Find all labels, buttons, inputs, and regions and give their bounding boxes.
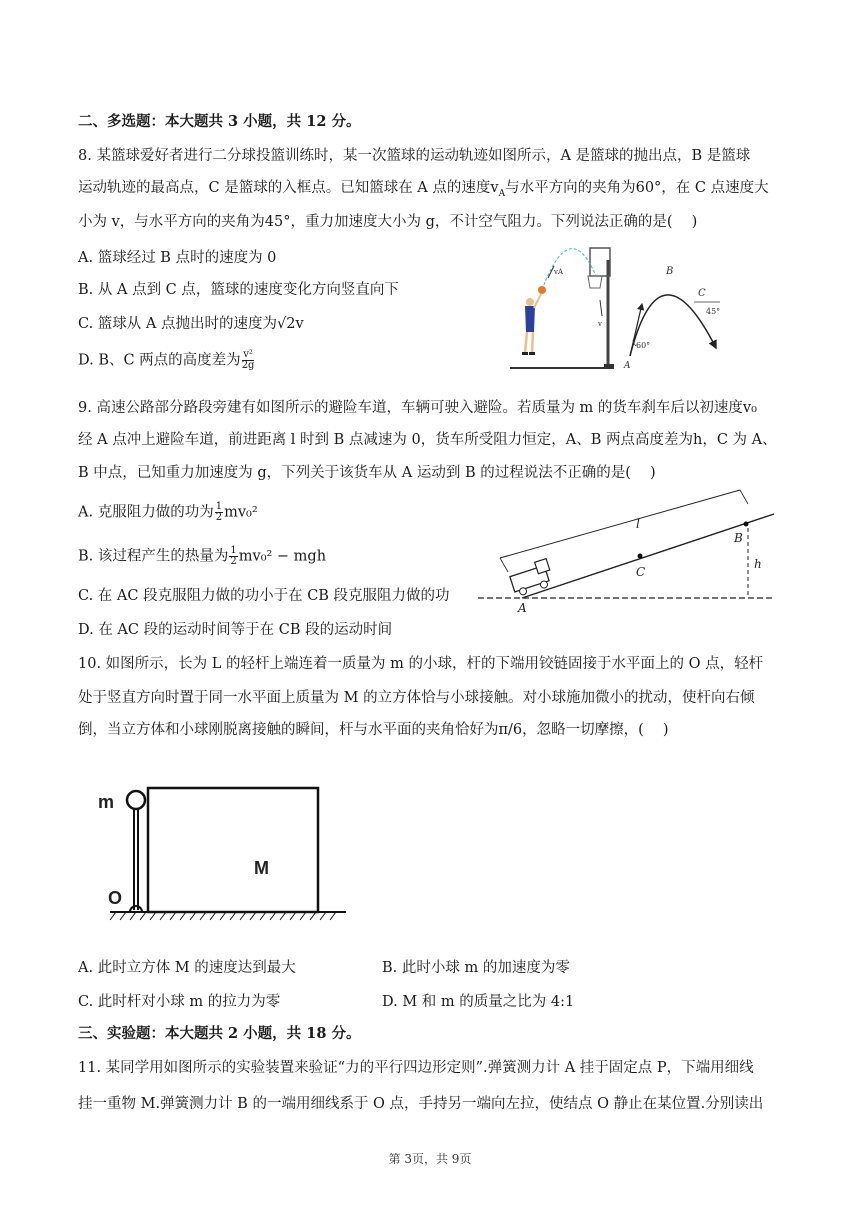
svg-text:O: O <box>108 888 123 908</box>
q10-option-a: A. 此时立方体 M 的速度达到最大 <box>78 960 296 976</box>
svg-text:A: A <box>518 601 527 615</box>
q9-line-3: B 中点，已知重力加速度为 g，下列关于该货车从 A 运动到 B 的过程说法不正确的是( ) <box>78 465 656 481</box>
q8-line-3: 小为 v，与水平方向的夹角为45°，重力加速度大小为 g，不计空气阻力。下列说法正确的是( ) <box>78 214 698 230</box>
q10-option-d: D. M 和 m 的质量之比为 4:1 <box>382 994 575 1010</box>
svg-text:A: A <box>624 361 631 371</box>
rod-cube-figure <box>96 782 356 922</box>
svg-text:45°: 45° <box>706 307 721 316</box>
q9-line-1: 9. 高速公路部分路段旁建有如图所示的避险车道，车辆可驶入避险。若质量为 m 的货车刹车后以初速度v₀ <box>78 400 757 416</box>
svg-text:C: C <box>698 288 706 299</box>
q10-line-3: 倒，当立方体和小球刚脱离接触的瞬间，杆与水平面的夹角恰好为π/6，忽略一切摩擦，( ) <box>78 722 669 738</box>
svg-text:m: m <box>98 792 115 812</box>
q9-option-c: C. 在 AC 段克服阻力做的功小于在 CB 段克服阻力做的功 <box>78 588 450 604</box>
q9-line-2: 经 A 点冲上避险车道，前进距离 l 时到 B 点减速为 0，货车所受阻力恒定，A、B 两点高度差为h，C 为 A、 <box>78 432 777 448</box>
q8-line-2: 运动轨迹的最高点，C 是篮球的入框点。已知篮球在 A 点的速度$v_A$与水平方向的夹角为60°，在 C 点速度大 <box>78 180 769 199</box>
trajectory-diagram <box>620 258 730 371</box>
q9-option-a: A. 克服阻力做的功为 $\frac{1}{2}$ mv₀² <box>78 501 258 523</box>
q10-option-b: B. 此时小球 m 的加速度为零 <box>382 960 570 976</box>
svg-text:B: B <box>734 531 743 545</box>
q8-option-a: A. 篮球经过 B 点时的速度为 0 <box>78 250 277 266</box>
svg-text:l: l <box>636 517 640 531</box>
svg-text:vA: vA <box>554 268 564 276</box>
svg-text:60°: 60° <box>636 341 651 350</box>
escape-ramp-figure <box>478 484 778 614</box>
svg-text:v: v <box>598 320 602 328</box>
q9-option-b: B. 该过程产生的热量为 $\frac{1}{2}$ mv₀² − mgh <box>78 545 327 567</box>
q10-line-2: 处于竖直方向时置于同一水平面上质量为 M 的立方体恰与小球接触。对小球施加微小的扰动，使杆向右倾 <box>78 690 755 706</box>
q10-option-c: C. 此时杆对小球 m 的拉力为零 <box>78 994 281 1010</box>
page-footer: 第 3页，共 9页 <box>388 1152 472 1166</box>
q8-line-1: 8. 某篮球爱好者进行二分球投篮训练时，某一次篮球的运动轨迹如图所示，A 是篮球的抛出点，B 是篮球 <box>78 148 751 164</box>
q11-line-1: 11. 某同学用如图所示的实验装置来验证“力的平行四边形定则”.弹簧测力计 A 挂于固定点 P，下端用细线 <box>78 1060 754 1076</box>
q9-option-d: D. 在 AC 段的运动时间等于在 CB 段的运动时间 <box>78 622 393 638</box>
svg-text:C: C <box>636 565 646 579</box>
svg-text:M: M <box>254 858 269 878</box>
q11-line-2: 挂一重物 M.弹簧测力计 B 的一端用细线系于 O 点，手持另一端向左拉，使结点 O 静止在某位置.分别读出 <box>78 1096 764 1112</box>
q8-option-c: C. 篮球从 A 点抛出时的速度为√2v <box>78 316 304 332</box>
q8-option-d: D. B、C 两点的高度差为 $\frac{\text{v²}}{2g}$ <box>78 349 255 371</box>
svg-text:h: h <box>754 557 762 571</box>
q8-option-b: B. 从 A 点到 C 点，篮球的速度变化方向竖直向下 <box>78 282 399 298</box>
section-2-header: 二、多选题：本大题共 3 小题，共 12 分。 <box>78 113 361 130</box>
q10-line-1: 10. 如图所示，长为 L 的轻杆上端连着一质量为 m 的小球，杆的下端用铰链固接于水平面上的 O 点，轻杆 <box>78 656 764 672</box>
section-3-header: 三、实验题：本大题共 2 小题，共 18 分。 <box>78 1025 361 1042</box>
svg-text:B: B <box>666 266 674 277</box>
